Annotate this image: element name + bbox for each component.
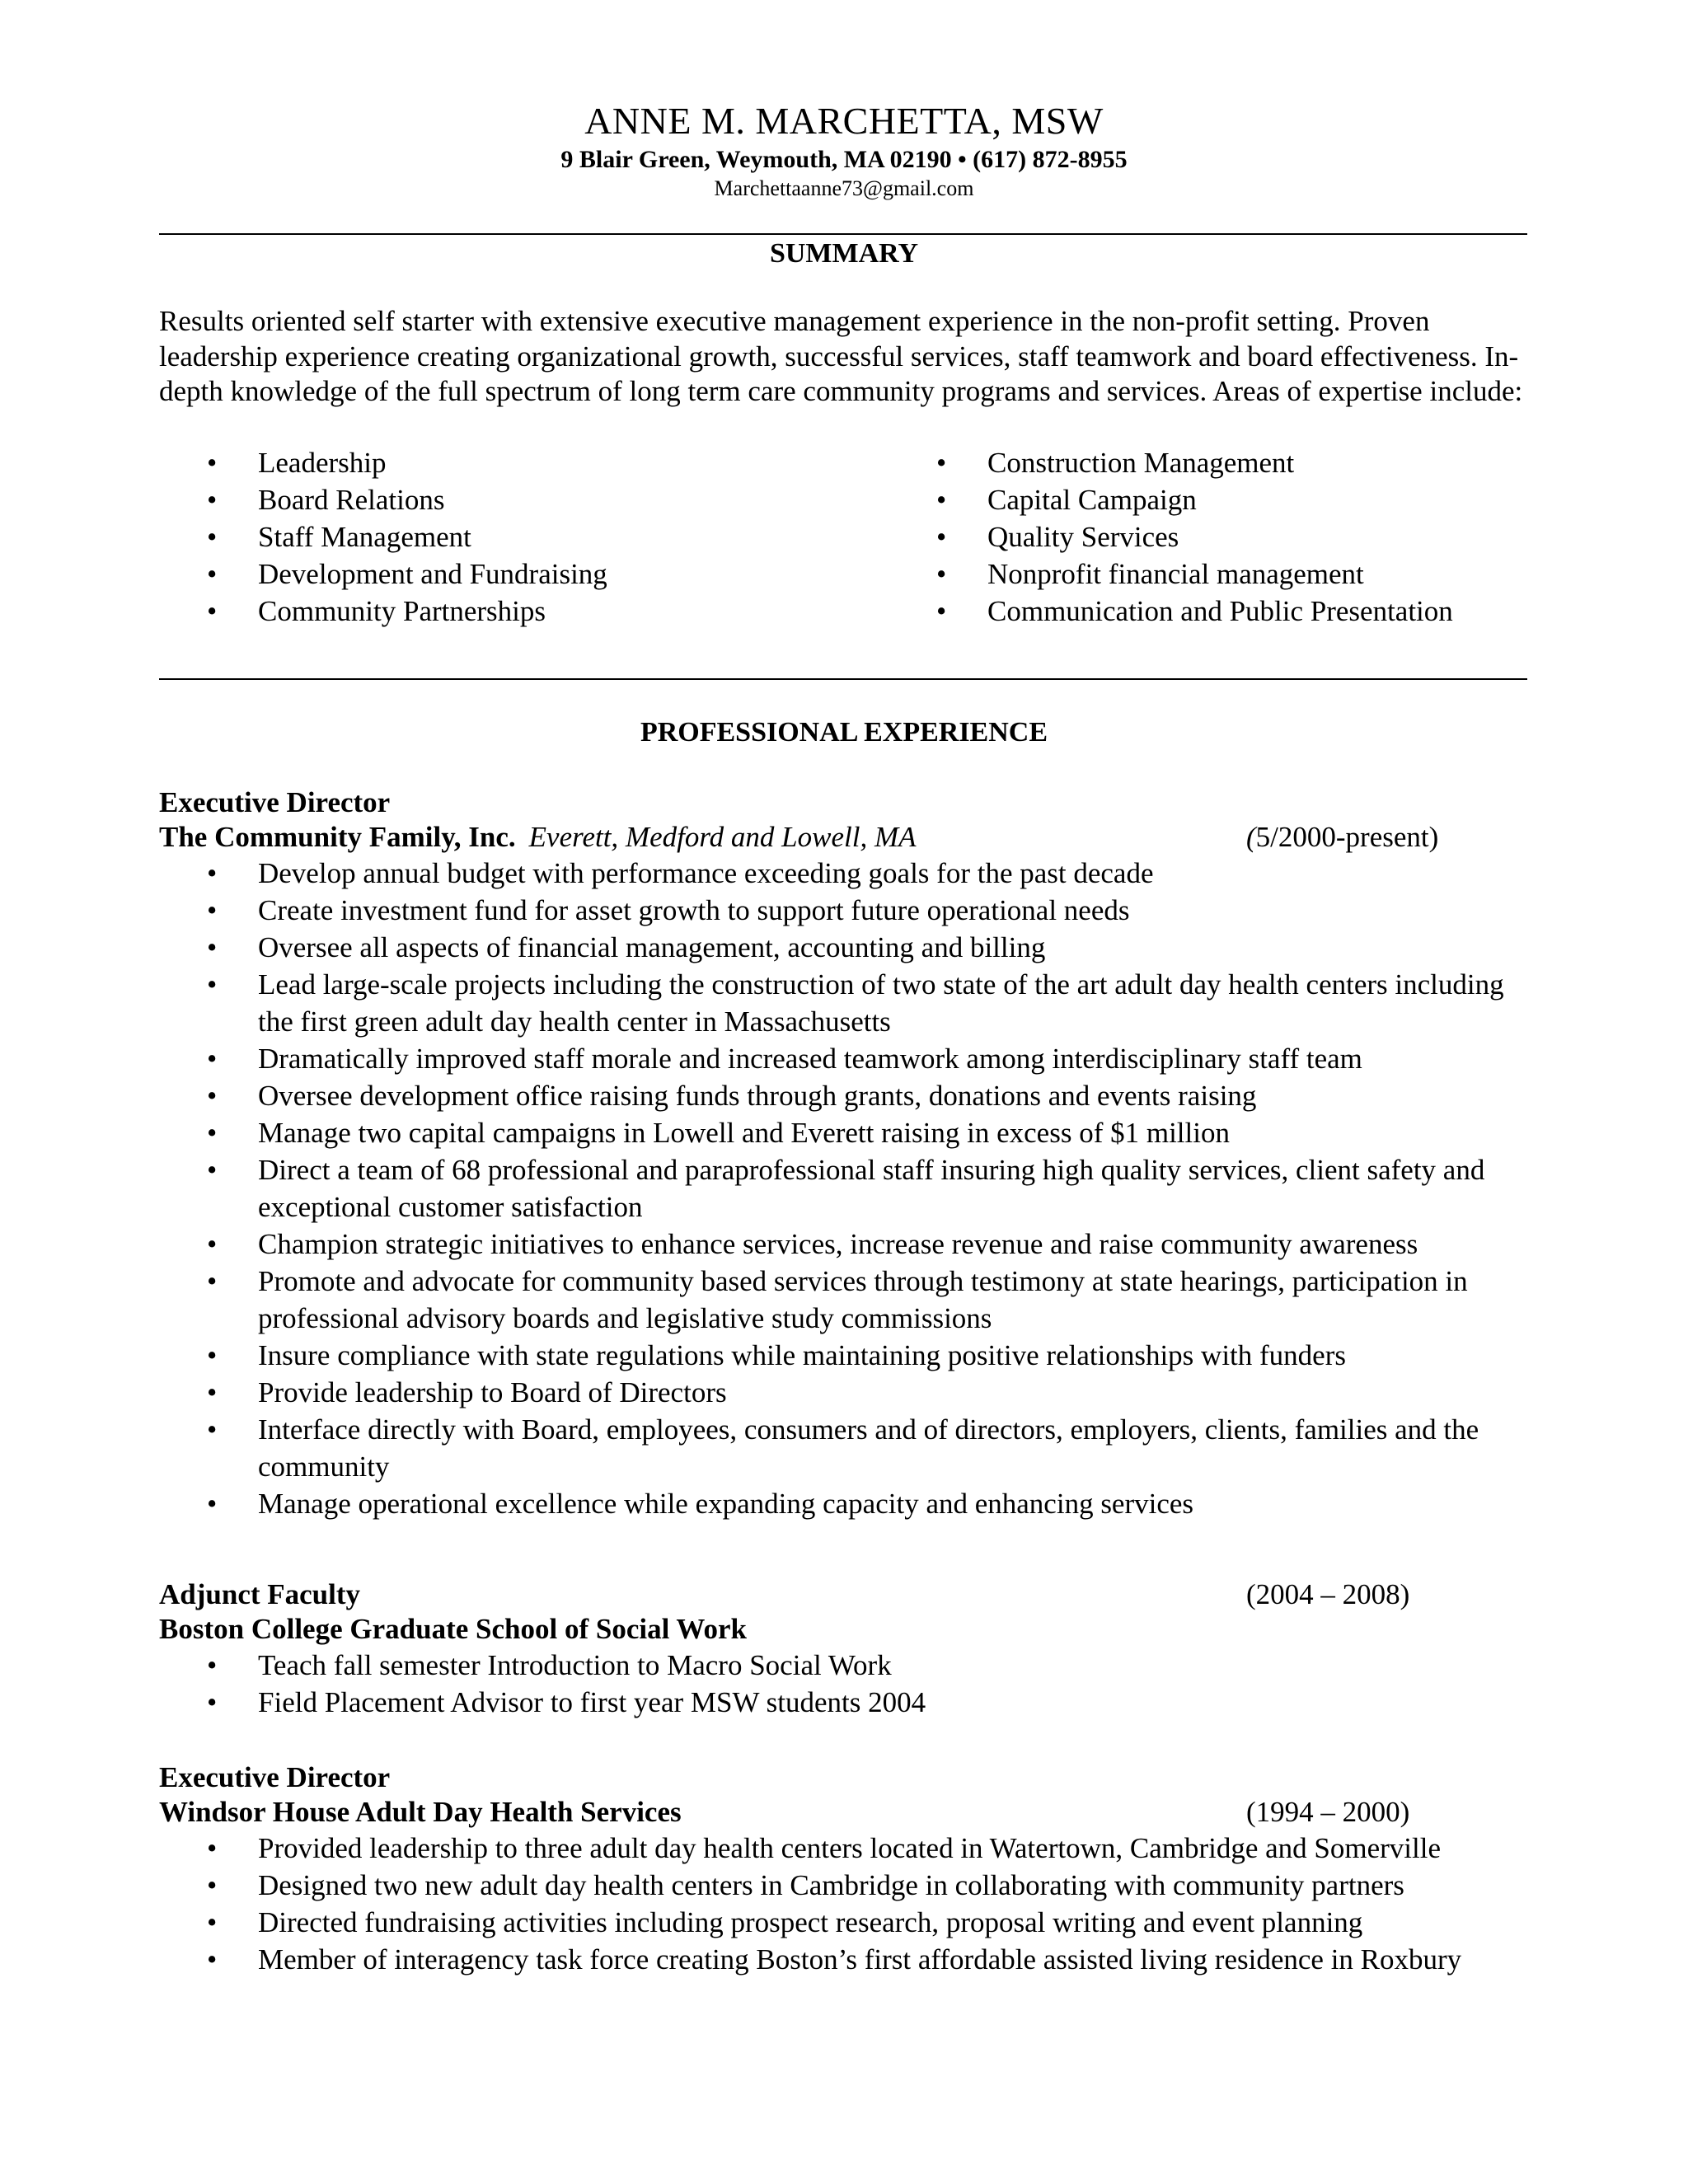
job-bullet: • Champion strategic initiatives to enhance services, increase revenue and raise community awareness bbox=[159, 1226, 1511, 1263]
job-bullet: • Insure compliance with state regulations while maintaining positive relationships with funders bbox=[159, 1337, 1511, 1374]
job-dates: (1994 – 2000) bbox=[1246, 1796, 1410, 1828]
expertise-item: • Staff Management bbox=[159, 518, 802, 555]
contact-address-phone: 9 Blair Green, Weymouth, MA 02190 • (617) 872-8955 bbox=[560, 146, 1128, 173]
job-org-name: Windsor House Adult Day Health Services bbox=[159, 1796, 682, 1828]
expertise-item: • Construction Management bbox=[889, 444, 1531, 481]
job-bullet: • Provided leadership to three adult day health centers located in Watertown, Cambridge and Somerville bbox=[159, 1830, 1527, 1867]
job-bullet: • Directed fundraising activities including prospect research, proposal writing and event planning bbox=[159, 1904, 1527, 1941]
job-bullet: • Promote and advocate for community based services through testimony at state hearings, participation in professional advisory boards and legislative study commissions bbox=[159, 1263, 1511, 1337]
expertise-item: • Community Partnerships bbox=[159, 593, 802, 630]
job-bullet: • Oversee development office raising funds through grants, donations and events raising bbox=[159, 1077, 1511, 1114]
job-bullets bbox=[159, 855, 1511, 1522]
expertise-item: • Quality Services bbox=[889, 518, 1531, 555]
job-org bbox=[159, 1612, 747, 1647]
candidate-name: ANNE M. MARCHETTA, MSW bbox=[584, 100, 1104, 142]
job-bullet: • Field Placement Advisor to first year MSW students 2004 bbox=[159, 1684, 1511, 1721]
job-bullet: • Develop annual budget with performance exceeding goals for the past decade bbox=[159, 855, 1511, 892]
expertise-item: • Capital Campaign bbox=[889, 481, 1531, 518]
job-title: Executive Director bbox=[159, 1761, 391, 1793]
job-bullet: • Teach fall semester Introduction to Macro Social Work bbox=[159, 1647, 1511, 1684]
job-bullet: • Lead large-scale projects including the construction of two state of the art adult day health centers including the first green adult day health center in Massachusetts bbox=[159, 966, 1511, 1040]
job-bullets bbox=[159, 1830, 1527, 1978]
expertise-item: • Communication and Public Presentation bbox=[889, 593, 1531, 630]
job-bullet: • Manage two capital campaigns in Lowell and Everett raising in excess of $1 million bbox=[159, 1114, 1511, 1151]
contact-email: Marchettaanne73@gmail.com bbox=[714, 176, 974, 200]
expertise-list-right bbox=[889, 444, 1531, 630]
job-bullet: • Create investment fund for asset growth to support future operational needs bbox=[159, 892, 1511, 929]
expertise-item: • Board Relations bbox=[159, 481, 802, 518]
job-bullet: • Manage operational excellence while expanding capacity and enhancing services bbox=[159, 1485, 1511, 1522]
job-bullet: • Dramatically improved staff morale and increased teamwork among interdisciplinary staff team bbox=[159, 1040, 1511, 1077]
job-bullet: • Direct a team of 68 professional and paraprofessional staff insuring high quality services, client safety and exceptional customer satisfaction bbox=[159, 1151, 1511, 1226]
job-title: Executive Director bbox=[159, 786, 391, 818]
expertise-list-left bbox=[159, 444, 802, 630]
job-dates-text: 5/2000-present) bbox=[1255, 821, 1439, 853]
summary-text: Results oriented self starter with extensive executive management experience in the non-profit setting. Proven leadership experience creating organizational growth, successful services, staff teamwork and board effectiveness. In-depth knowledge of the full spectrum of long term care community programs and services. Areas of expertise include: bbox=[159, 305, 1523, 407]
job-bullet: • Member of interagency task force creating Boston’s first affordable assisted living residence in Roxbury bbox=[159, 1941, 1527, 1978]
job-bullet: • Designed two new adult day health centers in Cambridge in collaborating with community partners bbox=[159, 1867, 1527, 1904]
summary-heading: SUMMARY bbox=[769, 238, 919, 269]
job-bullet: • Provide leadership to Board of Directors bbox=[159, 1374, 1511, 1411]
job-dates bbox=[1246, 820, 1438, 855]
expertise-item: • Development and Fundraising bbox=[159, 555, 802, 593]
summary-paragraph bbox=[159, 304, 1527, 410]
summary-divider bbox=[159, 678, 1527, 680]
job-location: Everett, Medford and Lowell, MA bbox=[528, 821, 917, 853]
job-org bbox=[159, 820, 917, 855]
expertise-item: • Nonprofit financial management bbox=[889, 555, 1531, 593]
job-bullet: • Interface directly with Board, employees, consumers and of directors, employers, clients, families and the community bbox=[159, 1411, 1511, 1485]
job-bullet: • Oversee all aspects of financial management, accounting and billing bbox=[159, 929, 1511, 966]
job-org bbox=[159, 1795, 682, 1830]
experience-heading: PROFESSIONAL EXPERIENCE bbox=[640, 717, 1048, 748]
expertise-item: • Leadership bbox=[159, 444, 802, 481]
job-org-name: Boston College Graduate School of Social Work bbox=[159, 1613, 747, 1645]
job-org-name: The Community Family, Inc. bbox=[159, 821, 516, 853]
job-dates-paren: ( bbox=[1246, 821, 1256, 853]
header-divider bbox=[159, 233, 1527, 235]
job-dates: (2004 – 2008) bbox=[1246, 1578, 1410, 1610]
job-bullets bbox=[159, 1647, 1511, 1721]
job-title: Adjunct Faculty bbox=[159, 1578, 361, 1610]
